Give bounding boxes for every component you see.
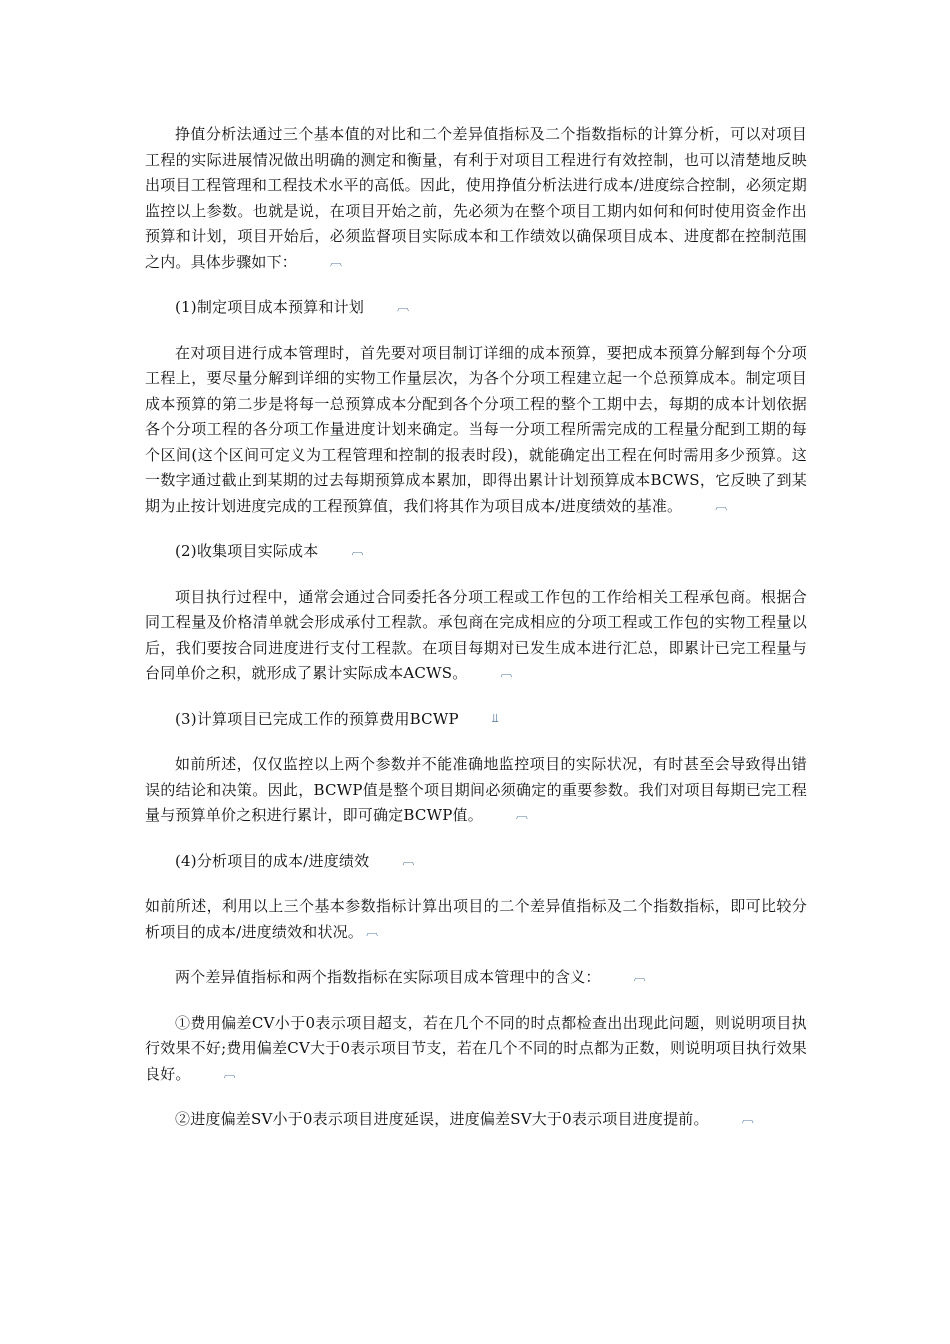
step3-body-text: 如前所述，仅仅监控以上两个参数并不能准确地监控项目的实际状况，有时甚至会导致得出错误的结论和决策。因此，BCWP值是整个项目期间必须确定的重要参数。我们对项目每期已完工程量与预算单价之积进行累计，即可确定BCWP值。 <box>145 755 807 824</box>
paragraph-mark-icon: ︹ <box>715 497 728 512</box>
step4-body-text: 如前所述，利用以上三个基本参数指标计算出项目的二个差异值指标及二个指数指标，即可比较分析项目的成本/进度绩效和状况。 <box>145 897 807 941</box>
paragraph-mark-icon: ︹ <box>741 1111 754 1125</box>
section-mark-icon: ⫫ <box>491 710 499 725</box>
step2-paragraph <box>145 585 807 688</box>
step3-paragraph <box>145 752 807 830</box>
step3-heading <box>145 707 807 734</box>
step2-heading-text: (2)收集项目实际成本 <box>175 542 319 560</box>
step3-heading-text: (3)计算项目已完成工作的预算费用BCWP <box>175 709 459 728</box>
paragraph-mark-icon: ︹ <box>366 923 379 938</box>
item2-text: ②进度偏差SV小于0表示项目进度延误，进度偏差SV大于0表示项目进度提前。 <box>175 1110 709 1128</box>
meaning-intro-text: 两个差异值指标和两个指数指标在实际项目成本管理中的含义： <box>175 968 601 986</box>
paragraph-mark-icon: ︹ <box>500 665 513 679</box>
step2-heading <box>145 539 807 566</box>
intro-text: 挣值分析法通过三个基本值的对比和二个差异值指标及二个指数指标的计算分析，可以对项目工程的实际进展情况做出明确的测定和衡量，有利于对项目工程进行有效控制，也可以清楚地反映出项目工程管理和工程技术水平的高低。因此，使用挣值分析法进行成本/进度综合控制，必须定期监控以上参数。也就是说，在项目开始之前，先必须为在整个项目工期内如何和何时使用资金作出预算和计划，项目开始后，必须监督项目实际成本和工作绩效以确保项目成本、进度都在控制范围之内。具体步骤如下： <box>145 125 807 271</box>
paragraph-mark-icon: ︹ <box>515 807 529 821</box>
paragraph-mark-icon: ︹ <box>397 299 410 313</box>
step4-heading <box>145 849 807 876</box>
item2-paragraph <box>145 1107 807 1134</box>
paragraph-mark-icon: ︹ <box>223 1065 236 1080</box>
step4-heading-text: (4)分析项目的成本/进度绩效 <box>175 851 370 870</box>
step4-paragraph <box>145 894 807 946</box>
step1-heading <box>145 295 807 322</box>
item1-text: ①费用偏差CV小于0表示项目超支，若在几个不同的时点都检查出出现此问题，则说明项目执行效果不好;费用偏差CV大于0表示项目节支，若在几个不同的时点都为正数，则说明项目执行效果良好。 <box>145 1013 807 1083</box>
step1-paragraph <box>145 341 807 521</box>
step1-heading-text: (1)制定项目成本预算和计划 <box>175 298 365 316</box>
paragraph-mark-icon: ︹ <box>351 543 364 557</box>
paragraph-mark-icon: ︹ <box>633 969 646 983</box>
step1-body-text: 在对项目进行成本管理时，首先要对项目制订详细的成本预算，要把成本预算分解到每个分项工程上，要尽量分解到详细的实物工作量层次，为各个分项工程建立起一个总预算成本。制定项目成本预算的第二步是将每一总预算成本分配到各个分项工程的整个工期中去，每期的成本计划依据各个分项工程的各分项工作量进度计划来确定。当每一分项工程所需完成的工程量分配到工期的每个区间(这个区间可定义为工程管理和控制的报表时段)，就能确定出工程在何时需用多少预算。这一数字通过截止到某期的过去每期预算成本累加，即得出累计计划预算成本BCWS，它反映了到某期为止按计划进度完成的工程预算值，我们将其作为项目成本/进度绩效的基准。 <box>145 343 807 515</box>
meaning-intro-paragraph <box>145 965 807 992</box>
item1-paragraph <box>145 1011 807 1089</box>
paragraph-mark-icon: ︹ <box>330 253 343 268</box>
intro-paragraph <box>145 122 807 276</box>
document-body <box>145 122 807 1134</box>
paragraph-mark-icon: ︹ <box>402 852 415 867</box>
step2-body-text: 项目执行过程中，通常会通过合同委托各分项工程或工作包的工作给相关工程承包商。根据合同工程量及价格清单就会形成承付工程款。承包商在完成相应的分项工程或工作包的实物工程量以后，我们要按合同进度进行支付工程款。在项目每期对已发生成本进行汇总，即累计已完工程量与台同单价之积，就形成了累计实际成本ACWS。 <box>145 587 807 682</box>
